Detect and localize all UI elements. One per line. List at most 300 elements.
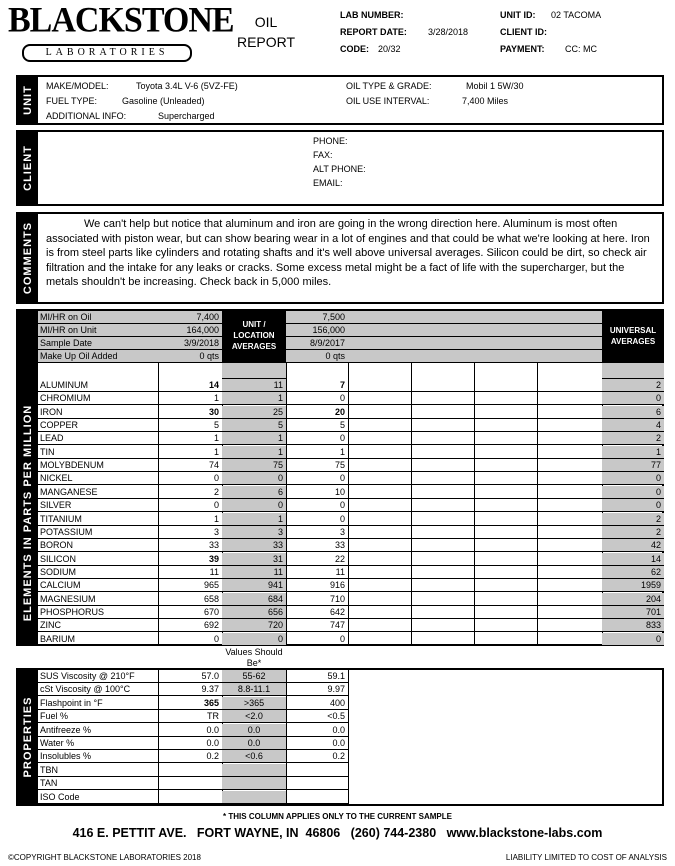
element-empty-cell [411, 446, 474, 459]
element-previous-value: 10 [286, 486, 348, 499]
properties-table [16, 668, 664, 806]
uni-spacer [602, 363, 664, 379]
element-empty-cell [537, 513, 602, 526]
property-previous-value: <0.5 [286, 710, 348, 723]
element-empty-cell [348, 459, 411, 472]
sample-previous-value: 156,000 [286, 324, 348, 337]
property-should-be-value [222, 777, 286, 790]
element-empty-cell [348, 566, 411, 579]
element-empty-cell [348, 539, 411, 552]
fax-label: FAX: [313, 150, 333, 160]
element-empty-cell [348, 419, 411, 432]
element-empty-cell [348, 406, 411, 419]
element-empty-cell [348, 446, 411, 459]
sample-empty-cell [474, 350, 537, 363]
element-empty-cell [537, 446, 602, 459]
sample-current-value: 3/9/2018 [158, 337, 222, 350]
element-avg-value: 0 [222, 633, 286, 646]
element-empty-cell [411, 406, 474, 419]
element-empty-cell [474, 406, 537, 419]
oil-interval-label: OIL USE INTERVAL: [346, 96, 430, 106]
element-current-value: 39 [158, 553, 222, 566]
element-current-value: 0 [158, 633, 222, 646]
footer-note: * THIS COLUMN APPLIES ONLY TO THE CURRENT SAMPLE [223, 812, 452, 821]
element-universal-value: 42 [602, 539, 664, 552]
element-avg-value: 31 [222, 553, 286, 566]
element-name: TITANIUM [38, 513, 158, 526]
element-current-value: 965 [158, 579, 222, 592]
property-should-be-value [222, 791, 286, 804]
element-empty-cell [411, 392, 474, 405]
element-empty-cell [537, 593, 602, 606]
client-tab: CLIENT [18, 132, 38, 204]
footer-copyright: ©COPYRIGHT BLACKSTONE LABORATORIES 2018 [8, 853, 201, 862]
element-empty-cell [474, 606, 537, 619]
property-previous-value [286, 791, 348, 804]
report-date-label: REPORT DATE: [340, 27, 407, 37]
element-current-value: 0 [158, 499, 222, 512]
element-current-value: 3 [158, 526, 222, 539]
element-previous-value: 22 [286, 553, 348, 566]
property-previous-value: 59.1 [286, 670, 348, 683]
comments-tab: COMMENTS [18, 214, 38, 302]
element-universal-value: 14 [602, 553, 664, 566]
element-name: SILICON [38, 553, 158, 566]
property-should-be-value: <0.6 [222, 750, 286, 763]
element-empty-cell [474, 579, 537, 592]
element-empty-cell [537, 392, 602, 405]
element-empty-cell [411, 419, 474, 432]
report-title-line2: REPORT [236, 34, 296, 50]
element-empty-cell [474, 392, 537, 405]
element-avg-value: 25 [222, 406, 286, 419]
oil-interval-value: 7,400 Miles [462, 96, 509, 106]
property-current-value: 57.0 [158, 670, 222, 683]
sample-empty-cell [348, 350, 411, 363]
property-name: Antifreeze % [38, 724, 158, 737]
element-empty-cell [537, 526, 602, 539]
element-empty-cell [348, 472, 411, 485]
element-universal-value: 833 [602, 619, 664, 632]
element-empty-cell [348, 392, 411, 405]
sample-empty-cell [537, 337, 602, 350]
element-previous-value: 916 [286, 579, 348, 592]
element-avg-value: 5 [222, 419, 286, 432]
make-model-value: Toyota 3.4L V-6 (5VZ-FE) [136, 81, 238, 91]
element-current-value: 0 [158, 472, 222, 485]
element-empty-cell [474, 459, 537, 472]
element-previous-value: 0 [286, 633, 348, 646]
element-empty-cell [537, 419, 602, 432]
property-should-be-value: 55-62 [222, 670, 286, 683]
element-name: SILVER [38, 499, 158, 512]
element-universal-value: 77 [602, 459, 664, 472]
element-universal-value: 1959 [602, 579, 664, 592]
element-empty-cell [474, 526, 537, 539]
values-should-be-header: Values Should Be* [225, 647, 283, 668]
element-name: SODIUM [38, 566, 158, 579]
element-empty-cell [474, 419, 537, 432]
element-name: NICKEL [38, 472, 158, 485]
element-name: PHOSPHORUS [38, 606, 158, 619]
element-name: MANGANESE [38, 486, 158, 499]
element-empty-cell [537, 619, 602, 632]
element-universal-value: 0 [602, 486, 664, 499]
element-empty-cell [411, 579, 474, 592]
element-avg-value: 3 [222, 526, 286, 539]
oil-type-label: OIL TYPE & GRADE: [346, 81, 432, 91]
element-universal-value: 0 [602, 633, 664, 646]
sample-empty-cell [474, 311, 537, 324]
element-avg-value: 941 [222, 579, 286, 592]
property-previous-value [286, 764, 348, 777]
element-name: MOLYBDENUM [38, 459, 158, 472]
property-current-value [158, 777, 222, 790]
element-previous-value: 75 [286, 459, 348, 472]
element-name: POTASSIUM [38, 526, 158, 539]
element-empty-cell [348, 486, 411, 499]
element-avg-value: 1 [222, 392, 286, 405]
sample-previous-value: 8/9/2017 [286, 337, 348, 350]
property-name: Flashpoint in °F [38, 697, 158, 710]
element-name: TIN [38, 446, 158, 459]
property-name: TBN [38, 764, 158, 777]
lab-number-label: LAB NUMBER: [340, 10, 404, 20]
element-previous-value: 0 [286, 499, 348, 512]
element-empty-cell [537, 459, 602, 472]
element-empty-cell [474, 593, 537, 606]
element-empty-cell [537, 566, 602, 579]
element-name: COPPER [38, 419, 158, 432]
footer-liability: LIABILITY LIMITED TO COST OF ANALYSIS [505, 853, 667, 862]
element-name: CALCIUM [38, 579, 158, 592]
element-empty-cell [537, 406, 602, 419]
fuel-type-label: FUEL TYPE: [46, 96, 98, 106]
element-empty-cell [411, 499, 474, 512]
element-empty-cell [411, 459, 474, 472]
element-previous-value: 20 [286, 406, 348, 419]
additional-info-value: Supercharged [158, 111, 215, 121]
alt-phone-label: ALT PHONE: [313, 164, 366, 174]
element-avg-value: 656 [222, 606, 286, 619]
element-empty-cell [537, 499, 602, 512]
property-should-be-value [222, 764, 286, 777]
element-previous-value: 710 [286, 593, 348, 606]
code-value: 20/32 [378, 44, 401, 54]
element-empty-cell [474, 513, 537, 526]
element-name: ALUMINUM [38, 379, 158, 392]
element-previous-value: 5 [286, 419, 348, 432]
element-universal-value: 0 [602, 499, 664, 512]
payment-label: PAYMENT: [500, 44, 545, 54]
element-empty-cell [348, 579, 411, 592]
element-empty-cell [348, 633, 411, 646]
blackstone-logo [8, 1, 234, 64]
element-name: LEAD [38, 432, 158, 445]
client-id-label: CLIENT ID: [500, 27, 547, 37]
element-current-value: 1 [158, 513, 222, 526]
element-avg-value: 0 [222, 499, 286, 512]
element-empty-cell [537, 472, 602, 485]
element-universal-value: 2 [602, 526, 664, 539]
element-empty-cell [474, 499, 537, 512]
property-previous-value: 0.2 [286, 750, 348, 763]
element-universal-value: 0 [602, 472, 664, 485]
fuel-type-value: Gasoline (Unleaded) [122, 96, 205, 106]
element-current-value: 30 [158, 406, 222, 419]
element-empty-cell [411, 472, 474, 485]
element-current-value: 74 [158, 459, 222, 472]
element-name: IRON [38, 406, 158, 419]
element-empty-cell [474, 472, 537, 485]
element-empty-cell [474, 566, 537, 579]
property-current-value: 0.0 [158, 737, 222, 750]
element-previous-value: 33 [286, 539, 348, 552]
sample-empty-cell [474, 337, 537, 350]
element-current-value: 1 [158, 446, 222, 459]
comments-section [16, 212, 664, 304]
sample-row-label: Make Up Oil Added [38, 350, 158, 363]
element-universal-value: 4 [602, 419, 664, 432]
element-empty-cell [537, 633, 602, 646]
element-empty-cell [474, 379, 537, 392]
element-universal-value: 1 [602, 446, 664, 459]
property-previous-value: 0.0 [286, 724, 348, 737]
element-previous-value: 3 [286, 526, 348, 539]
element-avg-value: 684 [222, 593, 286, 606]
sample-current-value: 0 qts [158, 350, 222, 363]
element-empty-cell [411, 566, 474, 579]
element-current-value: 1 [158, 432, 222, 445]
email-label: EMAIL: [313, 178, 343, 188]
element-empty-cell [537, 606, 602, 619]
element-empty-cell [537, 486, 602, 499]
element-empty-cell [348, 606, 411, 619]
element-avg-value: 1 [222, 513, 286, 526]
element-avg-value: 720 [222, 619, 286, 632]
element-previous-value: 747 [286, 619, 348, 632]
element-empty-cell [537, 539, 602, 552]
property-current-value: 9.37 [158, 683, 222, 696]
element-universal-value: 2 [602, 432, 664, 445]
element-empty-cell [537, 379, 602, 392]
client-section [16, 130, 664, 206]
sample-row-label: Sample Date [38, 337, 158, 350]
element-empty-cell [411, 633, 474, 646]
additional-info-label: ADDITIONAL INFO: [46, 111, 127, 121]
logo-sub-text: LABORATORIES [22, 44, 192, 62]
element-avg-value: 0 [222, 472, 286, 485]
element-current-value: 14 [158, 379, 222, 392]
element-current-value: 11 [158, 566, 222, 579]
unit-section [16, 75, 664, 125]
comments-text: We can't help but notice that aluminum and iron are going in the wrong direction here. Aluminum is most often associated with piston wear, but can show bearing wear in a lot of engines and that could be what we're looking at here. Iron is from steel parts like cylinders and rotating shafts and it's well above universal averages. Silicon could be dirt, so check air filtration and the intake for any leaks or cracks. Some excess metal might be a fact of life with the supercharger, but the metals shouldn't be increasing. Check back in 5,000 miles. [46, 218, 650, 289]
property-name: TAN [38, 777, 158, 790]
element-empty-cell [474, 446, 537, 459]
element-empty-cell [348, 593, 411, 606]
sample-empty-cell [537, 324, 602, 337]
element-avg-value: 33 [222, 539, 286, 552]
elements-tab: ELEMENTS IN PARTS PER MILLION [18, 379, 38, 646]
element-previous-value: 0 [286, 432, 348, 445]
element-previous-value: 0 [286, 513, 348, 526]
element-empty-cell [474, 633, 537, 646]
property-previous-value: 0.0 [286, 737, 348, 750]
property-current-value [158, 791, 222, 804]
element-empty-cell [411, 619, 474, 632]
element-current-value: 658 [158, 593, 222, 606]
sample-empty-cell [474, 324, 537, 337]
element-name: BARIUM [38, 633, 158, 646]
property-name: Insolubles % [38, 750, 158, 763]
unit-tab: UNIT [18, 77, 38, 123]
unit-id-value: 02 TACOMA [551, 10, 602, 20]
code-label: CODE: [340, 44, 369, 54]
make-model-label: MAKE/MODEL: [46, 81, 109, 91]
sample-empty-cell [411, 350, 474, 363]
sample-empty-cell [348, 324, 411, 337]
property-previous-value [286, 777, 348, 790]
property-current-value [158, 764, 222, 777]
sample-previous-value: 7,500 [286, 311, 348, 324]
element-empty-cell [348, 619, 411, 632]
element-empty-cell [537, 432, 602, 445]
element-empty-cell [348, 432, 411, 445]
element-empty-cell [537, 553, 602, 566]
element-name: MAGNESIUM [38, 593, 158, 606]
avg-spacer [222, 363, 286, 379]
element-name: CHROMIUM [38, 392, 158, 405]
property-name: cSt Viscosity @ 100°C [38, 683, 158, 696]
sample-current-value: 7,400 [158, 311, 222, 324]
property-should-be-value: >365 [222, 697, 286, 710]
unit-id-label: UNIT ID: [500, 10, 536, 20]
payment-value: CC: MC [565, 44, 597, 54]
elements-table [16, 309, 664, 646]
element-universal-value: 701 [602, 606, 664, 619]
element-empty-cell [411, 606, 474, 619]
sample-empty-cell [411, 311, 474, 324]
property-name: SUS Viscosity @ 210°F [38, 670, 158, 683]
sample-previous-value: 0 qts [286, 350, 348, 363]
property-should-be-value: 8.8-11.1 [222, 683, 286, 696]
element-previous-value: 642 [286, 606, 348, 619]
property-should-be-value: 0.0 [222, 724, 286, 737]
element-avg-value: 75 [222, 459, 286, 472]
element-empty-cell [348, 499, 411, 512]
element-empty-cell [411, 593, 474, 606]
element-empty-cell [411, 432, 474, 445]
element-current-value: 670 [158, 606, 222, 619]
column-divider [348, 670, 349, 804]
element-previous-value: 7 [286, 379, 348, 392]
element-empty-cell [411, 486, 474, 499]
report-title [226, 12, 306, 52]
report-title-line1: OIL [254, 14, 278, 30]
footer-address: 416 E. PETTIT AVE. FORT WAYNE, IN 46806 (260) 744-2380 www.blackstone-labs.com [72, 826, 603, 840]
element-universal-value: 0 [602, 392, 664, 405]
sample-empty-cell [537, 350, 602, 363]
element-avg-value: 1 [222, 446, 286, 459]
element-empty-cell [474, 539, 537, 552]
element-empty-cell [537, 579, 602, 592]
element-avg-value: 11 [222, 566, 286, 579]
element-universal-value: 2 [602, 513, 664, 526]
sample-row-label: MI/HR on Unit [38, 324, 158, 337]
table-top-black [18, 311, 38, 379]
unit-avg-header: UNIT / LOCATION AVERAGES [222, 311, 286, 363]
sample-empty-cell [411, 324, 474, 337]
element-avg-value: 6 [222, 486, 286, 499]
property-previous-value: 9.97 [286, 683, 348, 696]
element-empty-cell [348, 379, 411, 392]
element-avg-value: 1 [222, 432, 286, 445]
element-empty-cell [474, 553, 537, 566]
element-current-value: 1 [158, 392, 222, 405]
element-empty-cell [411, 513, 474, 526]
element-name: BORON [38, 539, 158, 552]
element-universal-value: 62 [602, 566, 664, 579]
element-empty-cell [474, 432, 537, 445]
logo-main-text: BLACKSTONE [8, 1, 234, 40]
phone-label: PHONE: [313, 136, 348, 146]
universal-avg-header: UNIVERSAL AVERAGES [602, 311, 664, 363]
element-current-value: 5 [158, 419, 222, 432]
oil-type-value: Mobil 1 5W/30 [466, 81, 524, 91]
element-current-value: 2 [158, 486, 222, 499]
report-date-value: 3/28/2018 [428, 27, 469, 37]
property-name: ISO Code [38, 791, 158, 804]
sample-empty-cell [348, 311, 411, 324]
sample-empty-cell [348, 337, 411, 350]
element-previous-value: 0 [286, 392, 348, 405]
element-avg-value: 11 [222, 379, 286, 392]
sample-row-label: MI/HR on Oil [38, 311, 158, 324]
element-empty-cell [348, 526, 411, 539]
property-current-value: 365 [158, 697, 222, 710]
element-empty-cell [348, 553, 411, 566]
element-empty-cell [411, 379, 474, 392]
property-should-be-value: 0.0 [222, 737, 286, 750]
property-should-be-value: <2.0 [222, 710, 286, 723]
property-current-value: 0.0 [158, 724, 222, 737]
property-current-value: TR [158, 710, 222, 723]
sample-empty-cell [537, 311, 602, 324]
element-empty-cell [411, 539, 474, 552]
element-empty-cell [411, 553, 474, 566]
element-empty-cell [411, 526, 474, 539]
sample-current-value: 164,000 [158, 324, 222, 337]
property-name: Water % [38, 737, 158, 750]
element-name: ZINC [38, 619, 158, 632]
element-empty-cell [348, 513, 411, 526]
sample-empty-cell [411, 337, 474, 350]
element-universal-value: 204 [602, 593, 664, 606]
element-previous-value: 1 [286, 446, 348, 459]
property-previous-value: 400 [286, 697, 348, 710]
element-current-value: 692 [158, 619, 222, 632]
element-empty-cell [474, 619, 537, 632]
element-previous-value: 0 [286, 472, 348, 485]
element-current-value: 33 [158, 539, 222, 552]
property-current-value: 0.2 [158, 750, 222, 763]
element-universal-value: 2 [602, 379, 664, 392]
property-name: Fuel % [38, 710, 158, 723]
element-universal-value: 6 [602, 406, 664, 419]
element-previous-value: 11 [286, 566, 348, 579]
properties-tab: PROPERTIES [18, 670, 38, 804]
element-empty-cell [474, 486, 537, 499]
